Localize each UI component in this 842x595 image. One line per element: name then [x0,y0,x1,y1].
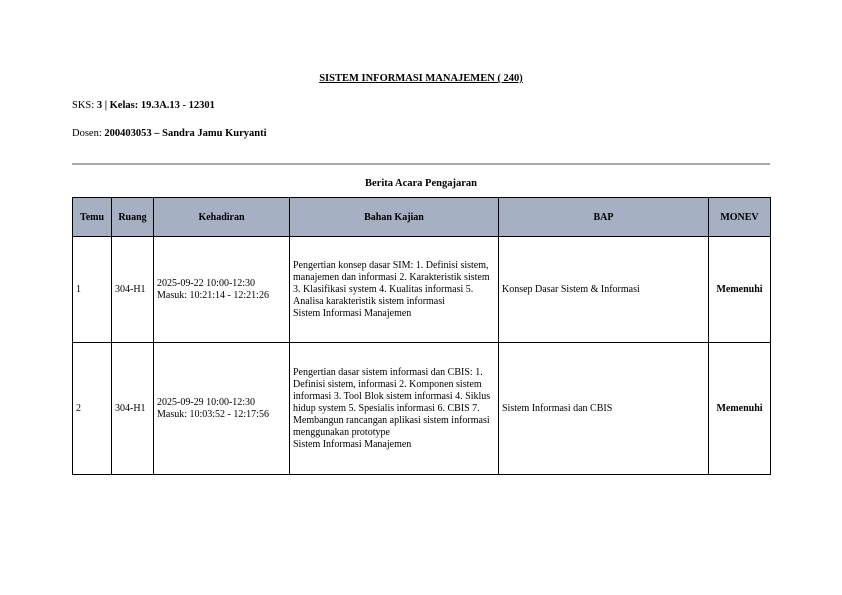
document-title: SISTEM INFORMASI MANAJEMEN ( 240) [319,73,523,84]
header-monev: MONEV [709,198,771,237]
cell-bahan-kajian [290,237,499,343]
bahan-kajian-course: Sistem Informasi Manajemen [293,307,412,319]
divider [72,163,770,165]
table-header-row [73,198,771,237]
header-bap: BAP [499,198,709,237]
table-row [73,237,771,343]
cell-kehadiran: 2025-09-22 10:00-12:30 Masuk: 10:21:14 - 12:21:26 [154,237,290,343]
dosen-value: 200403053 – Sandra Jamu Kuryanti [104,128,267,139]
dosen-label: Dosen: [72,128,105,139]
cell-monev: Memenuhi [709,237,771,343]
bahan-kajian-course: Sistem Informasi Manajemen [293,438,412,450]
cell-monev: Memenuhi [709,343,771,475]
cell-bap: Konsep Dasar Sistem & Informasi [499,237,709,343]
cell-ruang: 304-H1 [112,343,154,475]
header-kehadiran: Kehadiran [154,198,290,237]
berita-acara-table [72,197,771,475]
header-ruang: Ruang [112,198,154,237]
bahan-kajian-text: Pengertian konsep dasar SIM: 1. Definisi sistem, manajemen dan informasi 2. Karakteristik sistem 3. Klasifikasi system 4. Kualitas informasi 5. Analisa karakteristik sistem informasi [293,259,490,307]
cell-temu: 1 [73,237,112,343]
table-caption: Berita Acara Pengajaran [365,178,477,189]
table-row [73,343,771,475]
cell-ruang: 304-H1 [112,237,154,343]
cell-bap: Sistem Informasi dan CBIS [499,343,709,475]
header-bahan-kajian: Bahan Kajian [290,198,499,237]
cell-kehadiran: 2025-09-29 10:00-12:30 Masuk: 10:03:52 - 12:17:56 [154,343,290,475]
sks-kelas-line [72,100,215,111]
sks-kelas-value: 3 | Kelas: 19.3A.13 - 12301 [96,100,215,111]
header-temu: Temu [73,198,112,237]
bahan-kajian-text: Pengertian dasar sistem informasi dan CBIS: 1. Definisi sistem, informasi 2. Komponen sistem informasi 3. Tool Blok sistem informasi 4. Siklus hidup system 5. Spesialis informasi 6. CBIS 7. Membangun rancangan aplikasi sistem informasi menggunakan prototype [293,366,491,438]
cell-bahan-kajian [290,343,499,475]
sks-label: SKS: [72,100,97,111]
cell-temu: 2 [73,343,112,475]
dosen-line [72,128,267,139]
